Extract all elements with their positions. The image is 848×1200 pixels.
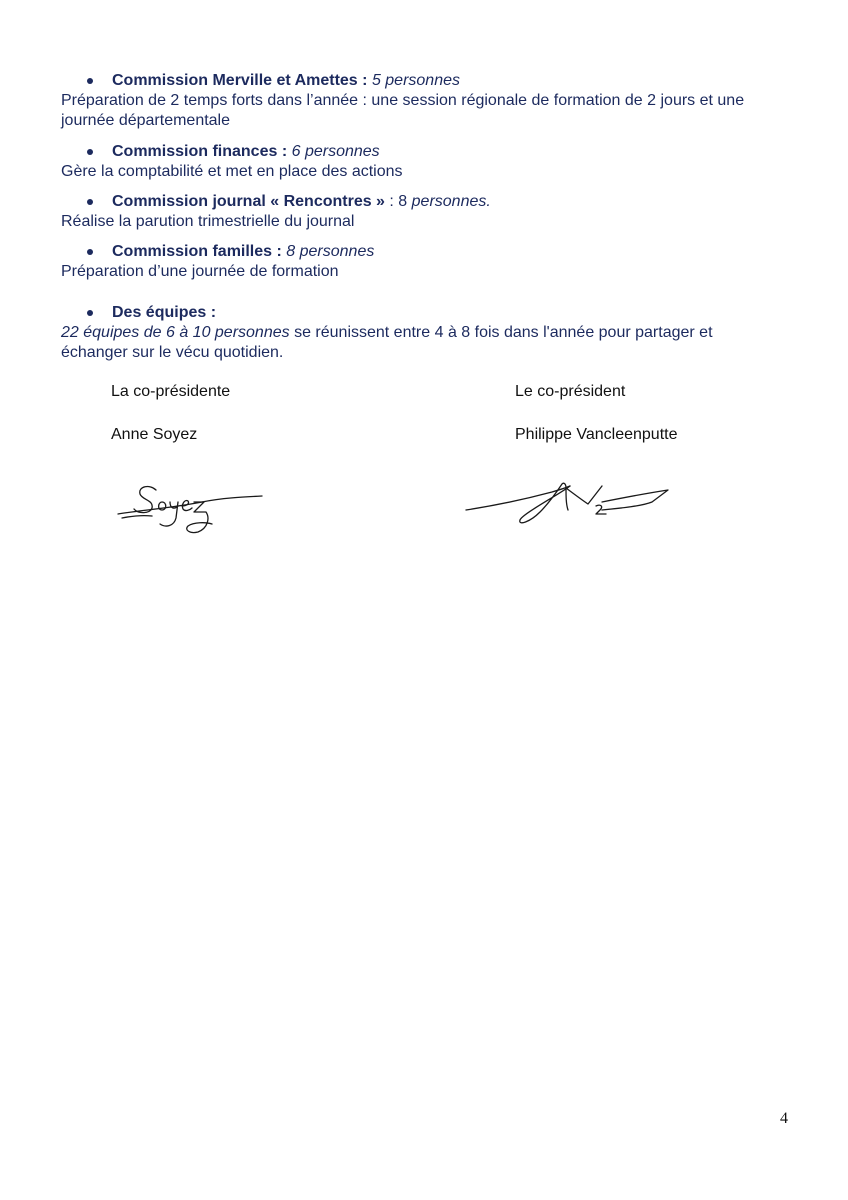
commission-finances-title: Commission finances : xyxy=(112,143,288,160)
commission-familles-heading xyxy=(61,242,781,262)
commission-journal xyxy=(61,192,781,232)
bullet-icon xyxy=(87,78,93,84)
bullet-icon xyxy=(87,199,93,205)
commission-familles xyxy=(61,242,781,282)
commission-journal-count: personnes. xyxy=(411,193,491,210)
right-signatory-name: Philippe Vancleenputte xyxy=(515,426,678,443)
commission-finances-count: 6 personnes xyxy=(291,143,380,160)
commission-journal-description: Réalise la parution trimestrielle du journal xyxy=(61,213,355,230)
left-signatory-name: Anne Soyez xyxy=(111,426,198,443)
commission-merville-heading xyxy=(61,71,781,91)
equipes-description-text: se réunissent entre 4 à 8 fois dans l'année pour partager et échanger sur le vécu quotidien. xyxy=(61,324,713,361)
commission-merville-description: Préparation de 2 temps forts dans l’année : une session régionale de formation de 2 jours et une journée départementale xyxy=(61,92,745,129)
left-signature-image xyxy=(112,478,267,542)
commission-finances-description: Gère la comptabilité et met en place des actions xyxy=(61,163,403,180)
commission-finances xyxy=(61,142,781,182)
equipes-description xyxy=(61,323,766,363)
commission-journal-title-plain: : 8 xyxy=(389,193,412,210)
left-signatory-role: La co-présidente xyxy=(111,383,231,400)
bullet-icon xyxy=(87,149,93,155)
commission-merville xyxy=(61,71,781,131)
bullet-icon xyxy=(87,249,93,255)
equipes-count: 22 équipes de 6 à 10 personnes xyxy=(61,324,290,341)
commission-merville-title: Commission Merville et Amettes : xyxy=(112,72,368,89)
commission-journal-title: Commission journal « Rencontres » xyxy=(112,193,390,210)
right-signature-image xyxy=(462,474,674,534)
commission-finances-heading xyxy=(61,142,781,162)
commission-familles-count: 8 personnes xyxy=(286,243,375,260)
commission-familles-description: Préparation d’une journée de formation xyxy=(61,263,339,280)
commission-journal-heading xyxy=(61,192,781,212)
equipes-title: Des équipes : xyxy=(112,304,217,321)
bullet-icon xyxy=(87,310,93,316)
commission-merville-count: 5 personnes xyxy=(371,72,460,89)
page-number: 4 xyxy=(780,1110,788,1127)
right-signatory-role: Le co-président xyxy=(515,383,626,400)
equipes-section xyxy=(61,303,781,363)
equipes-heading xyxy=(61,303,781,323)
commission-familles-title: Commission familles : xyxy=(112,243,282,260)
